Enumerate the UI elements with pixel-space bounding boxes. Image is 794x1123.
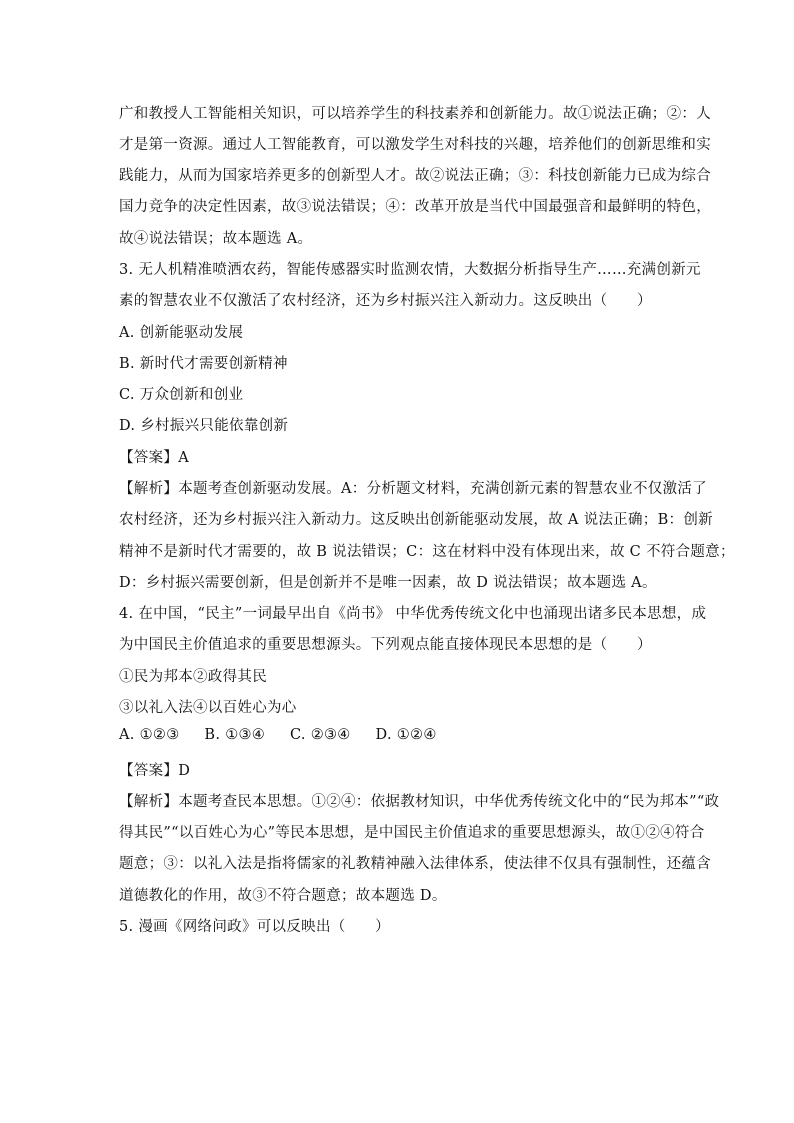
question-3-stem: 素的智慧农业不仅激活了农村经济，还为乡村振兴注入新动力。这反映出（ ） xyxy=(119,293,652,309)
question-3-analysis: 【解析】本题考查创新驱动发展。A：分析题文材料，充满创新元素的智慧农业不仅激活了 xyxy=(119,481,707,497)
question-4-option-d: D. ①②④ xyxy=(375,727,437,743)
question-3-option-a: A. 创新能驱动发展 xyxy=(119,325,244,341)
question-3-analysis: 精神不是新时代才需要的，故 B 说法错误；C：这在材料中没有体现出来，故 C 不符合题意； xyxy=(119,544,735,560)
question-4-analysis: 题意；③：以礼入法是指将儒家的礼教精神融入法律体系，使法律不仅具有强制性，还蕴含 xyxy=(119,856,711,872)
question-4-option-c: C. ②③④ xyxy=(290,727,351,743)
question-5-stem: 5. 漫画《网络问政》可以反映出（ ） xyxy=(119,919,390,935)
text-line: 国力竞争的决定性因素，故③说法错误；④：改革开放是当代中国最强音和最鲜明的特色， xyxy=(119,199,711,215)
question-3-option-b: B. 新时代才需要创新精神 xyxy=(119,356,288,372)
text-line: 践能力，从而为国家培养更多的创新型人才。故②说法正确；③：科技创新能力已成为综合 xyxy=(119,168,711,184)
text-line: 广和教授人工智能相关知识，可以培养学生的科技素养和创新能力。故①说法正确；②：人 xyxy=(119,106,711,122)
question-4-analysis: 道德教化的作用，故③不符合题意；故本题选 D。 xyxy=(119,888,447,904)
question-4-options xyxy=(119,727,457,743)
question-4-analysis: 得其民”“以百姓心为心”等民本思想，是中国民主价值追求的重要思想源头，故①②④符合 xyxy=(119,825,705,841)
question-3-answer: 【答案】A xyxy=(119,450,189,466)
question-4-statements: ③以礼入法④以百姓心为心 xyxy=(119,700,297,716)
question-4-option-a: A. ①②③ xyxy=(119,727,180,743)
text-line: 故④说法错误；故本题选 A。 xyxy=(119,231,313,247)
question-4-stem: 为中国民主价值追求的重要思想源头。下列观点能直接体现民本思想的是（ ） xyxy=(119,637,652,653)
question-3-analysis: D：乡村振兴需要创新，但是创新并不是唯一因素，故 D 说法错误；故本题选 A。 xyxy=(119,575,657,591)
question-4-analysis: 【解析】本题考查民本思想。①②④：依据教材知识，中华优秀传统文化中的“民为邦本”“政 xyxy=(119,794,720,810)
question-3-stem: 3. 无人机精准喷洒农药，智能传感器实时监测农情，大数据分析指导生产……充满创新元 xyxy=(119,262,701,278)
question-4-stem: 4. 在中国，“民主”一词最早出自《尚书》 中华优秀传统文化中也涌现出诸多民本思想，成 xyxy=(119,606,707,622)
question-3-analysis: 农村经济，还为乡村振兴注入新动力。这反映出创新能驱动发展，故 A 说法正确；B：创新 xyxy=(119,512,713,528)
question-4-answer: 【答案】D xyxy=(119,763,191,779)
question-3-option-c: C. 万众创新和创业 xyxy=(119,387,244,403)
question-4-option-b: B. ①③④ xyxy=(204,727,266,743)
question-4-statements: ①民为邦本②政得其民 xyxy=(119,669,267,685)
question-3-option-d: D. 乡村振兴只能依靠创新 xyxy=(119,418,289,434)
text-line: 才是第一资源。通过人工智能教育，可以激发学生对科技的兴趣，培养他们的创新思维和实 xyxy=(119,137,711,153)
